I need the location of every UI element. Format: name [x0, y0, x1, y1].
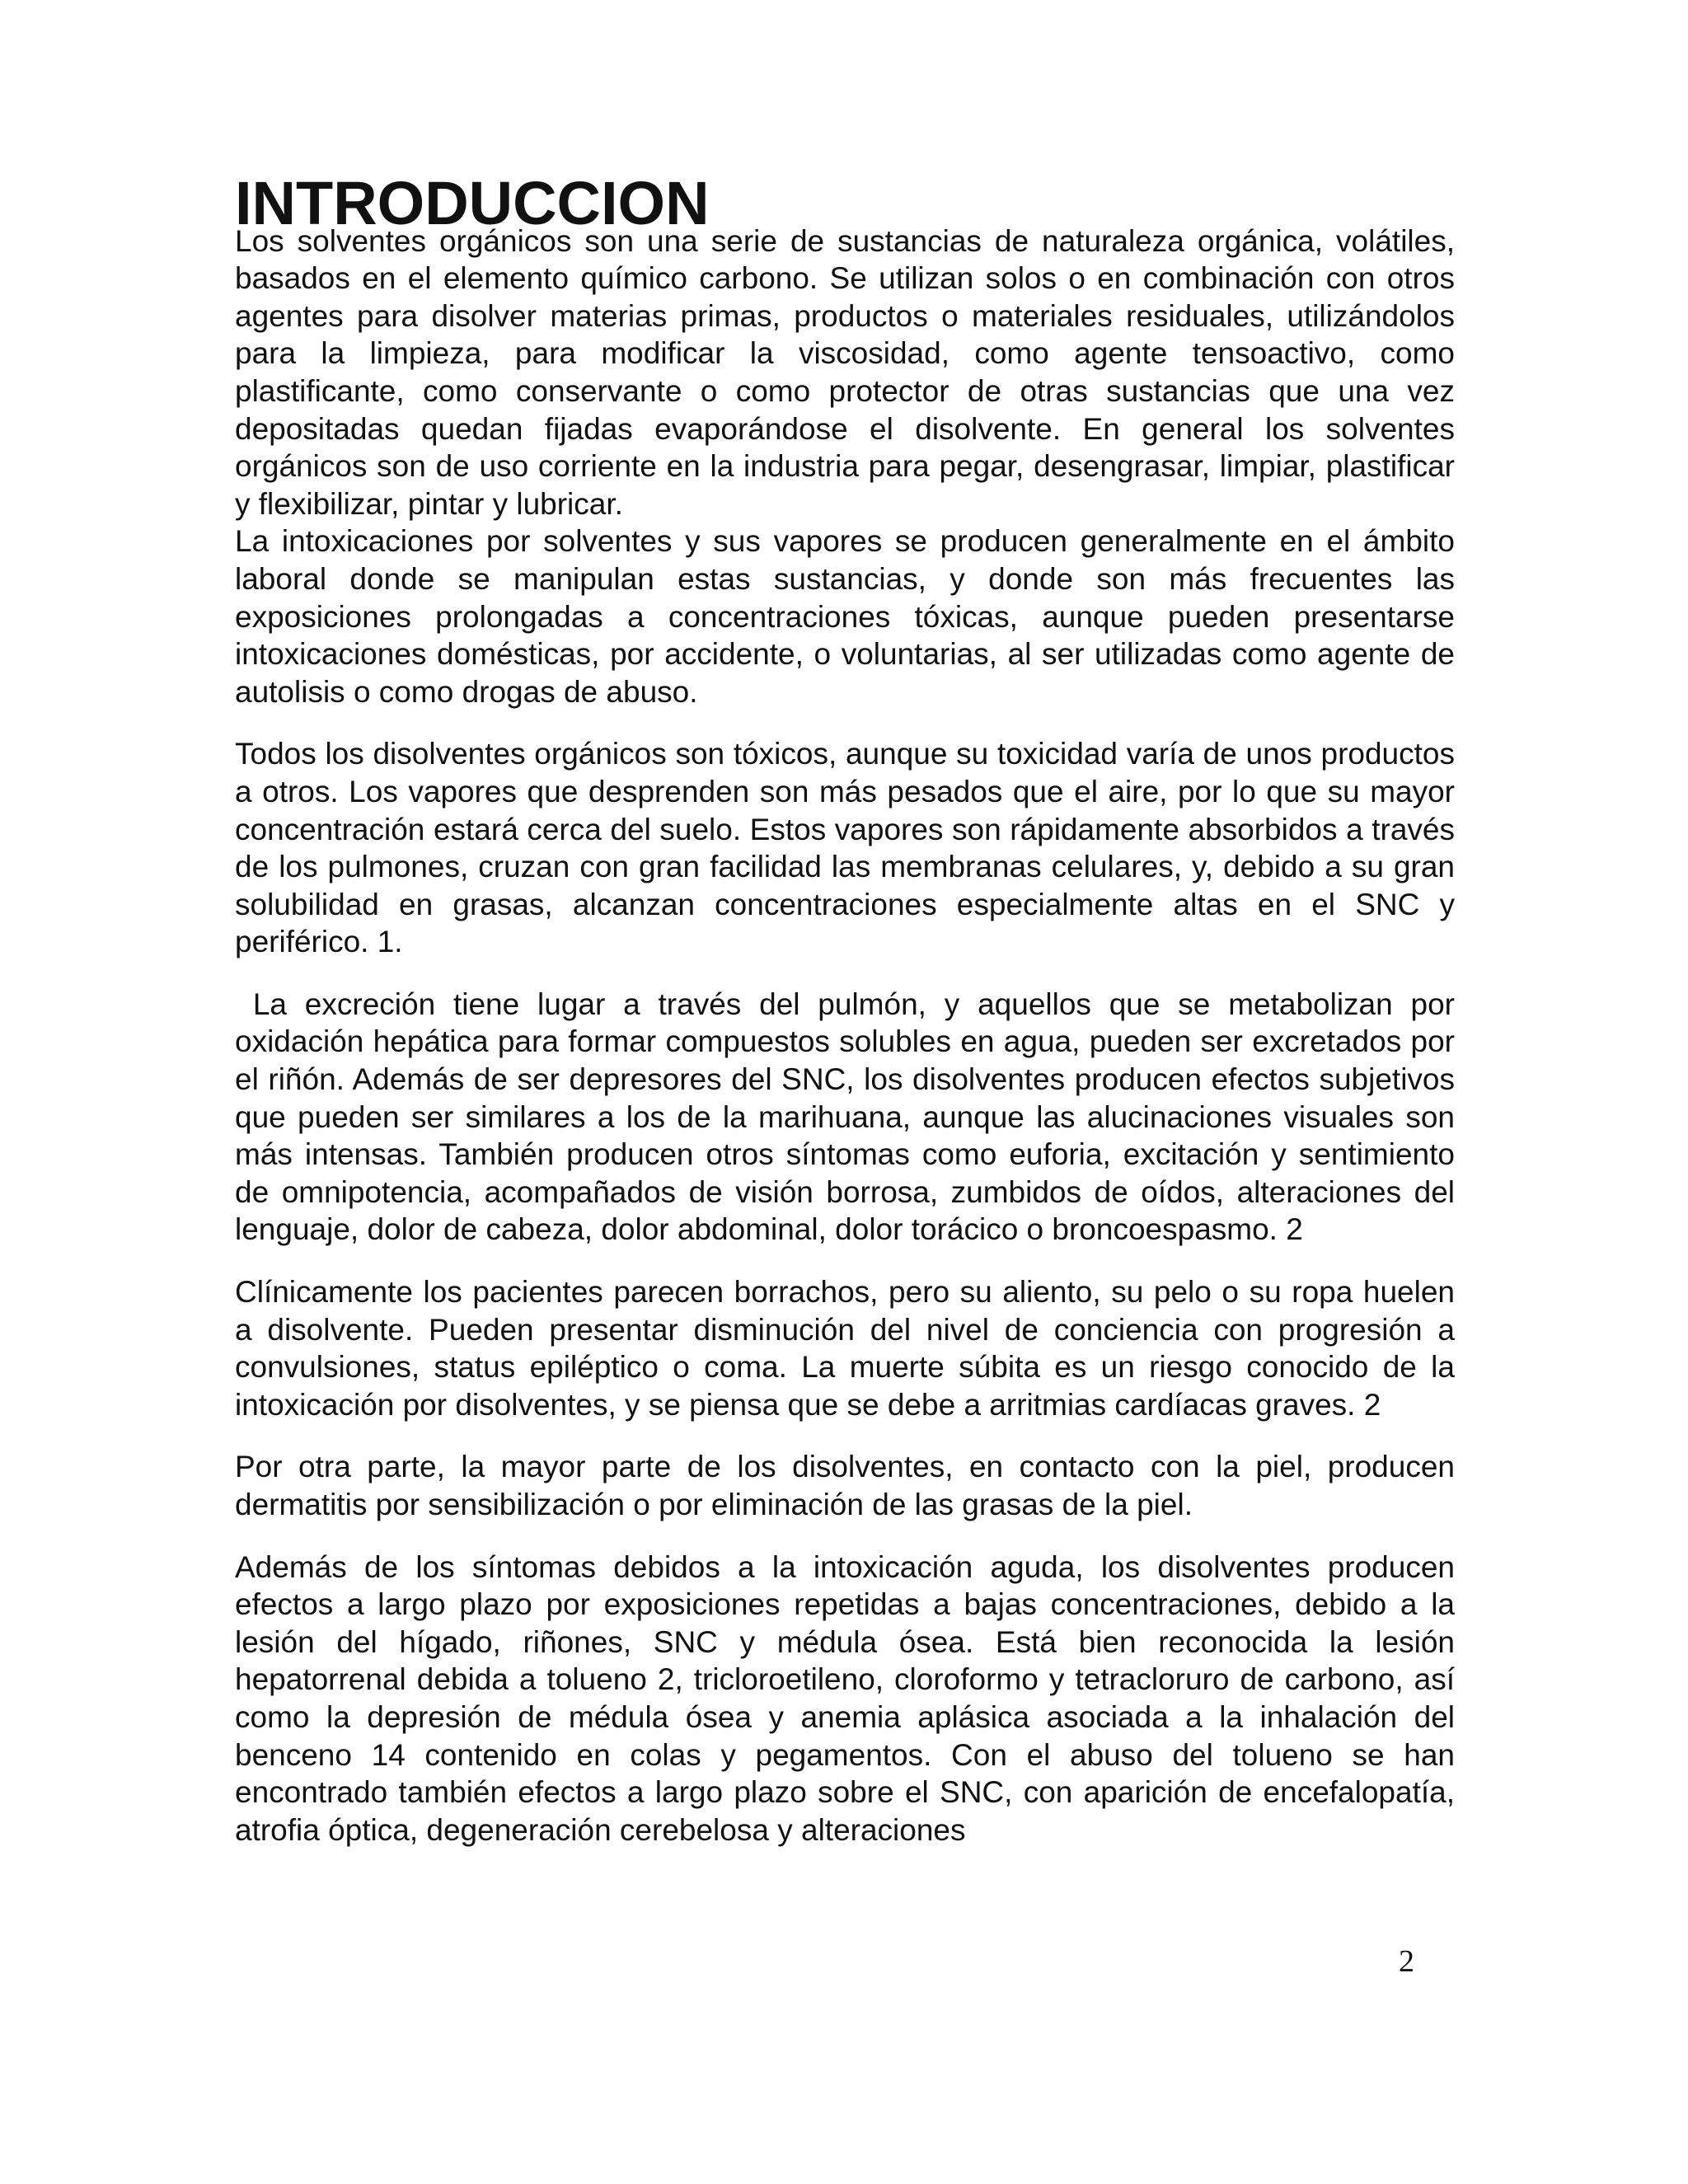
- page-number: 2: [1399, 1944, 1414, 1979]
- paragraph-intoxicaciones: La intoxicaciones por solventes y sus vapores se producen generalmente en el ámbito laboral donde se manipulan estas sustancias, y donde son más frecuentes las exposiciones prolongadas a concentraciones tóxicas, aunque pueden presentarse intoxicaciones domésticas, por accidente, o voluntarias, al ser utilizadas como agente de autolisis o como drogas de abuso.: [235, 524, 1455, 709]
- paragraph-excrecion: La excreción tiene lugar a través del pulmón, y aquellos que se metabolizan por oxidación hepática para formar compuestos solubles en agua, pueden ser excretados por el riñón. Además de ser depresores del SNC, los disolventes producen efectos subjetivos que pueden ser similares a los de la marihuana, aunque las alucinaciones visuales son más intensas. También producen otros síntomas como euforia, excitación y sentimiento de omnipotencia, acompañados de visión borrosa, zumbidos de oídos, alteraciones del lenguaje, dolor de cabeza, dolor abdominal, dolor torácico o broncoespasmo. 2: [235, 987, 1464, 1247]
- paragraph-efectos-largo-plazo: Además de los síntomas debidos a la intoxicación aguda, los disolventes producen efectos a largo plazo por exposiciones repetidas a bajas concentraciones, debido a la lesión del hígado, riñones, SNC y médula ósea. Está bien reconocida la lesión hepatorrenal debida a tolueno 2, tricloroetileno, cloroformo y tetracloruro de carbono, así como la depresión de médula ósea y anemia aplásica asociada a la inhalación del benceno 14 contenido en colas y pegamentos. Con el abuso del tolueno se han encontrado también efectos a largo plazo sobre el SNC, con aparición de encefalopatía, atrofia óptica, degeneración cerebelosa y alteraciones: [235, 1549, 1455, 1847]
- document-body: [235, 169, 1464, 1849]
- paragraph-clinica: Clínicamente los pacientes parecen borrachos, pero su aliento, su pelo o su ropa huelen a disolvente. Pueden presentar disminución del nivel de conciencia con progresión a convulsiones, status epiléptico o coma. La muerte súbita es un riesgo conocido de la intoxicación por disolventes, y se piensa que se debe a arritmias cardíacas graves. 2: [235, 1275, 1455, 1422]
- paragraph-dermatitis: Por otra parte, la mayor parte de los disolventes, en contacto con la piel, producen dermatitis por sensibilización o por eliminación de las grasas de la piel.: [235, 1450, 1455, 1521]
- paragraph-toxicidad: Todos los disolventes orgánicos son tóxicos, aunque su toxicidad varía de unos productos a otros. Los vapores que desprenden son más pesados que el aire, por lo que su mayor concentración estará cerca del suelo. Estos vapores son rápidamente absorbidos a través de los pulmones, cruzan con gran facilidad las membranas celulares, y, debido a su gran solubilidad en grasas, alcanzan concentraciones especialmente altas en el SNC y periférico. 1.: [235, 737, 1455, 959]
- section-heading: INTRODUCCION: [235, 169, 710, 237]
- paragraph-solventes-definicion: Los solventes orgánicos son una serie de sustancias de naturaleza orgánica, volátiles, basados en el elemento químico carbono. Se utilizan solos o en combinación con otros agentes para disolver materias primas, productos o materiales residuales, utilizándolos para la limpieza, para modificar la viscosidad, como agente tensoactivo, como plastificante, como conservante o como protector de otras sustancias que una vez depositadas quedan fijadas evaporándose el disolvente. En general los solventes orgánicos son de uso corriente en la industria para pegar, desengrasar, limpiar, plastificar y flexibilizar, pintar y lubricar.: [235, 223, 1455, 521]
